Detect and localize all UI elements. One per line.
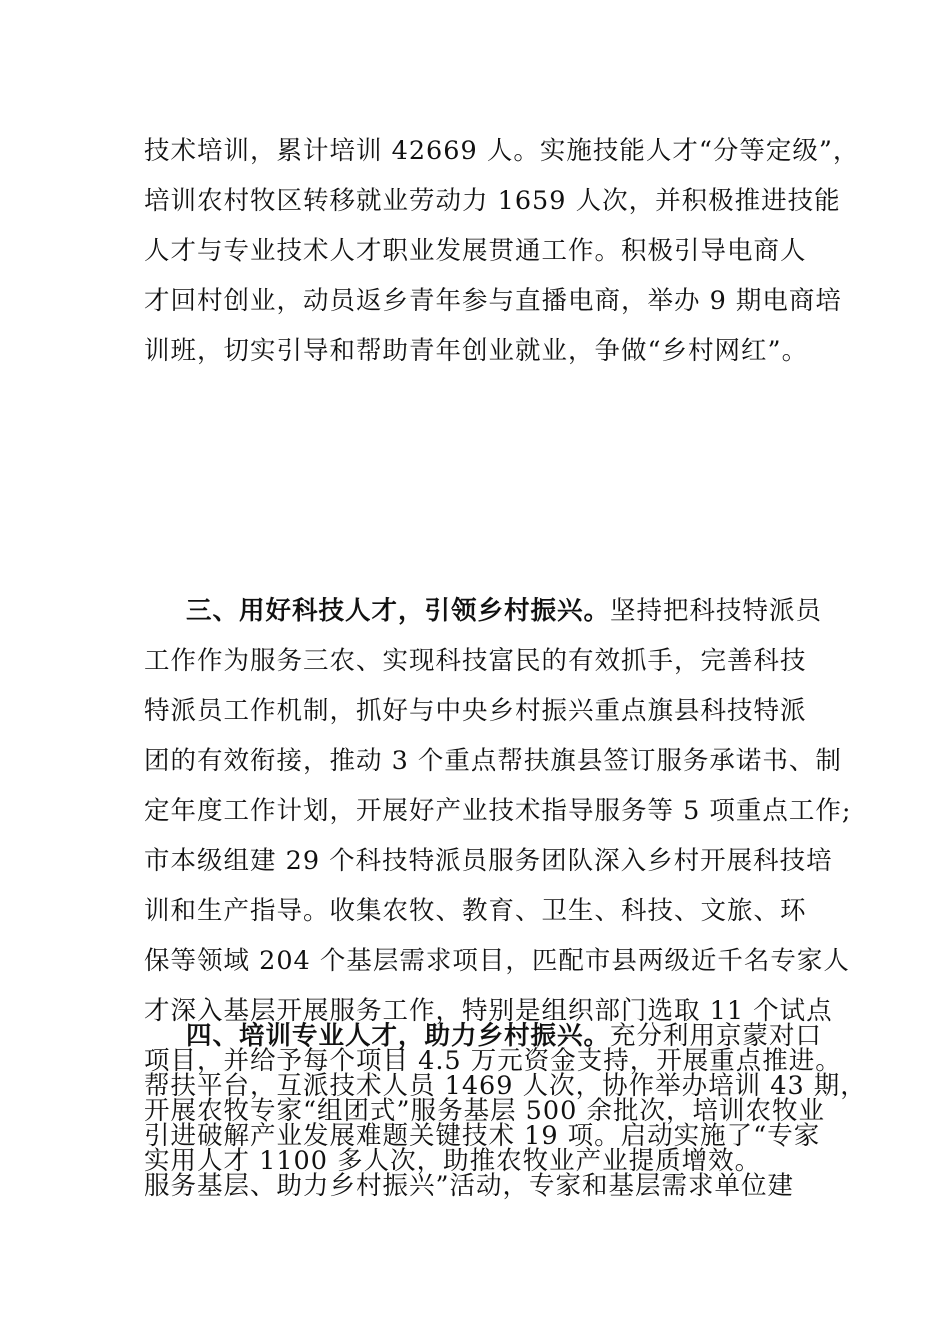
text-line: 人才与专业技术人才职业发展贯通工作。积极引导电商人 bbox=[144, 236, 807, 266]
first-line-text: 坚持把科技特派员 bbox=[610, 596, 823, 626]
text-line: 定年度工作计划，开展好产业技术指导服务等 5 项重点工作; bbox=[144, 796, 852, 826]
first-line bbox=[144, 1011, 823, 1061]
text-line: 服务基层、助力乡村振兴”活动，专家和基层需求单位建 bbox=[144, 1171, 795, 1201]
text-line: 团的有效衔接，推动 3 个重点帮扶旗县签订服务承诺书、制 bbox=[144, 746, 842, 776]
text-line: 帮扶平台，互派技术人员 1469 人次，协作举办培训 43 期， bbox=[144, 1071, 867, 1101]
text-line: 技术培训，累计培训 42669 人。实施技能人才“分等定级”， bbox=[144, 136, 860, 166]
section-heading: 三、用好科技人才，引领乡村振兴。 bbox=[186, 596, 611, 626]
text-line: 市本级组建 29 个科技特派员服务团队深入乡村开展科技培 bbox=[144, 846, 833, 876]
first-line bbox=[144, 586, 823, 636]
section-heading: 四、培训专业人才，助力乡村振兴。 bbox=[186, 1021, 611, 1051]
text-line: 才回村创业，动员返乡青年参与直播电商，举办 9 期电商培 bbox=[144, 286, 842, 316]
text-line: 项目，并给予每个项目 4.5 万元资金支持，开展重点推进。 bbox=[144, 1046, 842, 1076]
text-line: 保等领域 204 个基层需求项目，匹配市县两级近千名专家人 bbox=[144, 946, 850, 976]
text-line: 培训农村牧区转移就业劳动力 1659 人次，并积极推进技能 bbox=[144, 186, 841, 216]
first-line-text: 充分利用京蒙对口 bbox=[610, 1021, 823, 1051]
text-line: 特派员工作机制，抓好与中央乡村振兴重点旗县科技特派 bbox=[144, 696, 807, 726]
paragraph-skills-training bbox=[144, 126, 860, 376]
text-line: 实用人才 1100 多人次，助推农牧业产业提质增效。 bbox=[144, 1146, 762, 1176]
text-line: 训和生产指导。收集农牧、教育、卫生、科技、文旅、环 bbox=[144, 896, 807, 926]
text-line: 工作作为服务三农、实现科技富民的有效抓手，完善科技 bbox=[144, 646, 807, 676]
text-line: 引进破解产业发展难题关键技术 19 项。启动实施了“专家 bbox=[144, 1121, 821, 1151]
text-line: 训班，切实引导和帮助青年创业就业，争做“乡村网红”。 bbox=[144, 336, 809, 366]
text-line: 才深入基层开展服务工作，特别是组织部门选取 11 个试点 bbox=[144, 996, 833, 1026]
text-line: 开展农牧专家“组团式”服务基层 500 余批次，培训农牧业 bbox=[144, 1096, 825, 1126]
